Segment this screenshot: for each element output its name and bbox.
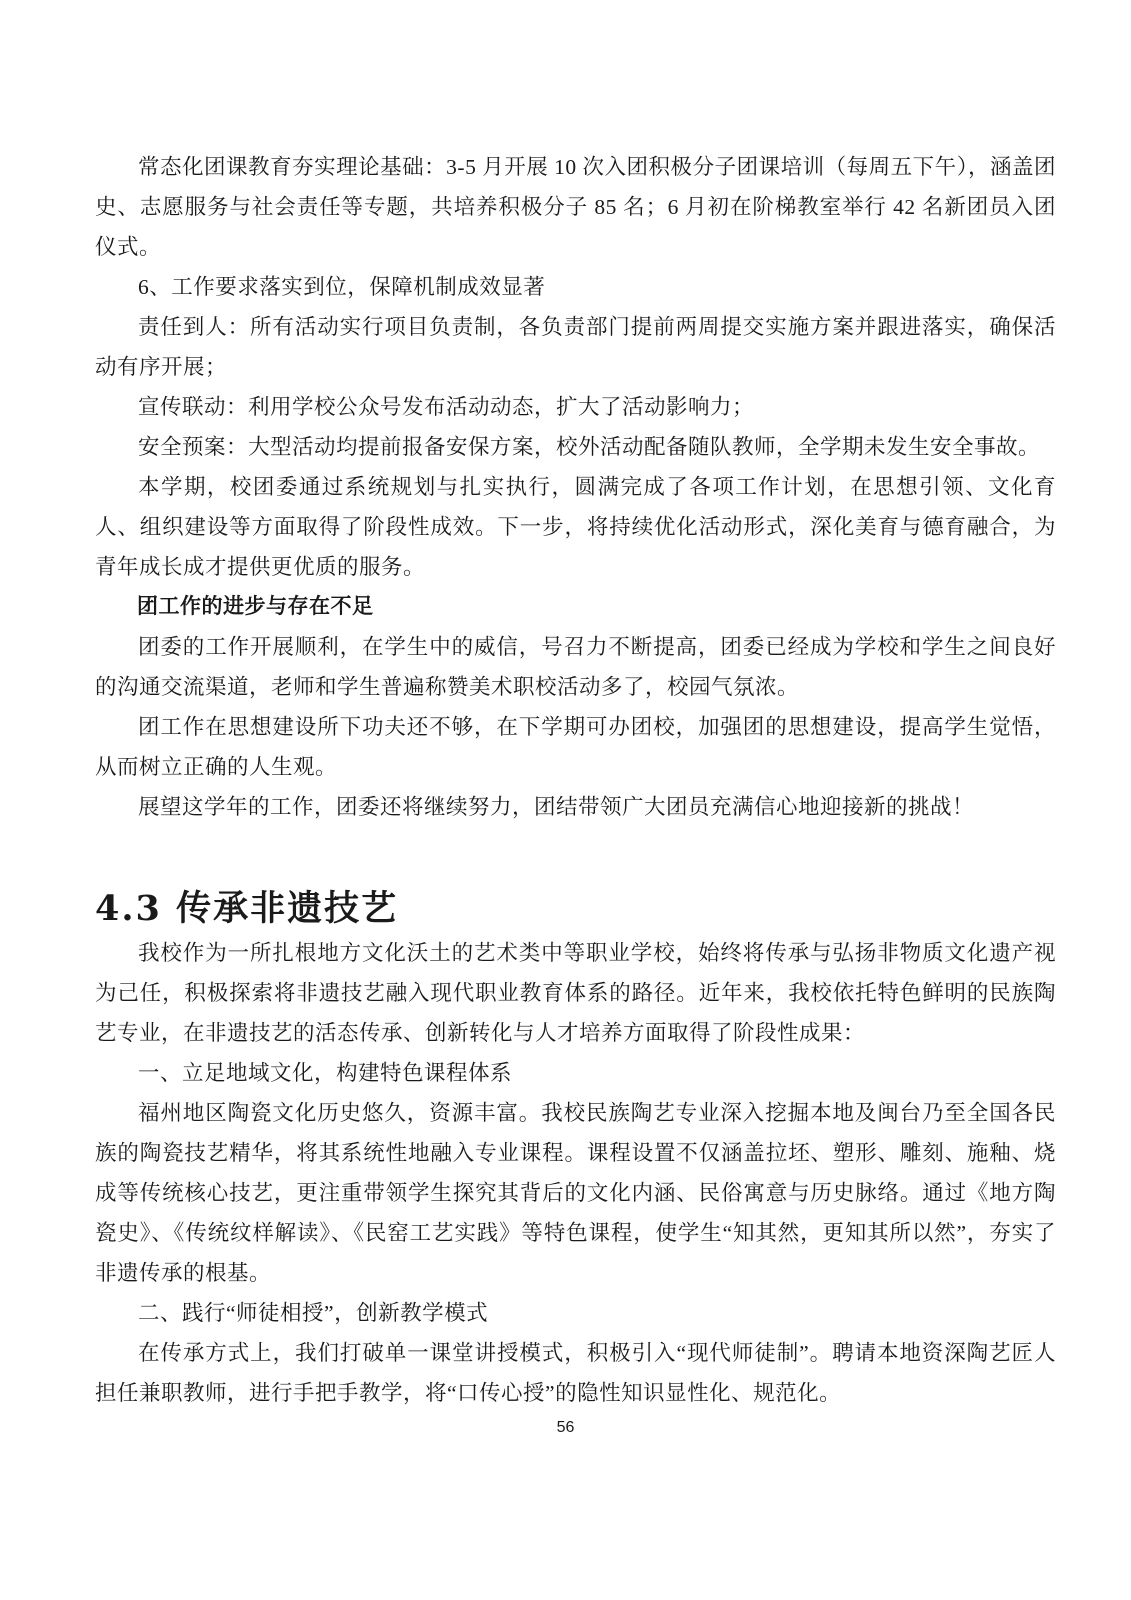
paragraph: 在传承方式上，我们打破单一课堂讲授模式，积极引入“现代师徒制”。聘请本地资深陶艺匠人担任兼职教师，进行手把手教学，将“口传心授”的隐性知识显性化、规范化。 [95,1341,1056,1405]
paragraph: 展望这学年的工作，团委还将继续努力，团结带领广大团员充满信心地迎接新的挑战！ [138,795,975,819]
paragraph: 一、立足地域文化，构建特色课程体系 [138,1061,513,1085]
subsection-heading: 团工作的进步与存在不足 [137,595,374,618]
paragraph: 安全预案：大型活动均提前报备安保方案，校外活动配备随队教师，全学期未发生安全事故。 [138,435,1041,459]
paragraph: 团委的工作开展顺利，在学生中的威信，号召力不断提高，团委已经成为学校和学生之间良好的沟通交流渠道，老师和学生普遍称赞美术职校活动多了，校园气氛浓。 [95,635,1056,699]
paragraph: 宣传联动：利用学校公众号发布活动动态，扩大了活动影响力； [138,395,755,419]
page-number: 56 [556,1419,575,1436]
paragraph: 我校作为一所扎根地方文化沃土的艺术类中等职业学校，始终将传承与弘扬非物质文化遗产视为己任，积极探索将非遗技艺融入现代职业教育体系的路径。近年来，我校依托特色鲜明的民族陶艺专业，在非遗技艺的活态传承、创新转化与人才培养方面取得了阶段性成果： [95,941,1056,1045]
paragraph: 福州地区陶瓷文化历史悠久，资源丰富。我校民族陶艺专业深入挖掘本地及闽台乃至全国各民族的陶瓷技艺精华，将其系统性地融入专业课程。课程设置不仅涵盖拉坯、塑形、雕刻、施釉、烧成等传统核心技艺，更注重带领学生探究其背后的文化内涵、民俗寓意与历史脉络。通过《地方陶瓷史》、《传统纹样解读》、《民窑工艺实践》等特色课程，使学生“知其然，更知其所以然”，夯实了非遗传承的根基。 [95,1101,1056,1285]
paragraph: 本学期，校团委通过系统规划与扎实执行，圆满完成了各项工作计划，在思想引领、文化育人、组织建设等方面取得了阶段性成效。下一步，将持续优化活动形式，深化美育与德育融合，为青年成长成才提供更优质的服务。 [95,475,1056,579]
paragraph: 责任到人：所有活动实行项目负责制，各负责部门提前两周提交实施方案并跟进落实，确保活动有序开展； [95,315,1056,379]
paragraph: 二、践行“师徒相授”，创新教学模式 [138,1301,489,1325]
section-heading: 4.3 传承非遗技艺 [95,888,399,929]
paragraph: 团工作在思想建设所下功夫还不够，在下学期可办团校，加强团的思想建设，提高学生觉悟，从而树立正确的人生观。 [95,715,1056,779]
paragraph: 6、工作要求落实到位，保障机制成效显著 [138,275,546,299]
paragraph: 常态化团课教育夯实理论基础：3-5 月开展 10 次入团积极分子团课培训（每周五下午），涵盖团史、志愿服务与社会责任等专题，共培养积极分子 85 名；6 月初在阶梯教室举行 42 名新团员入团仪式。 [95,155,1056,259]
